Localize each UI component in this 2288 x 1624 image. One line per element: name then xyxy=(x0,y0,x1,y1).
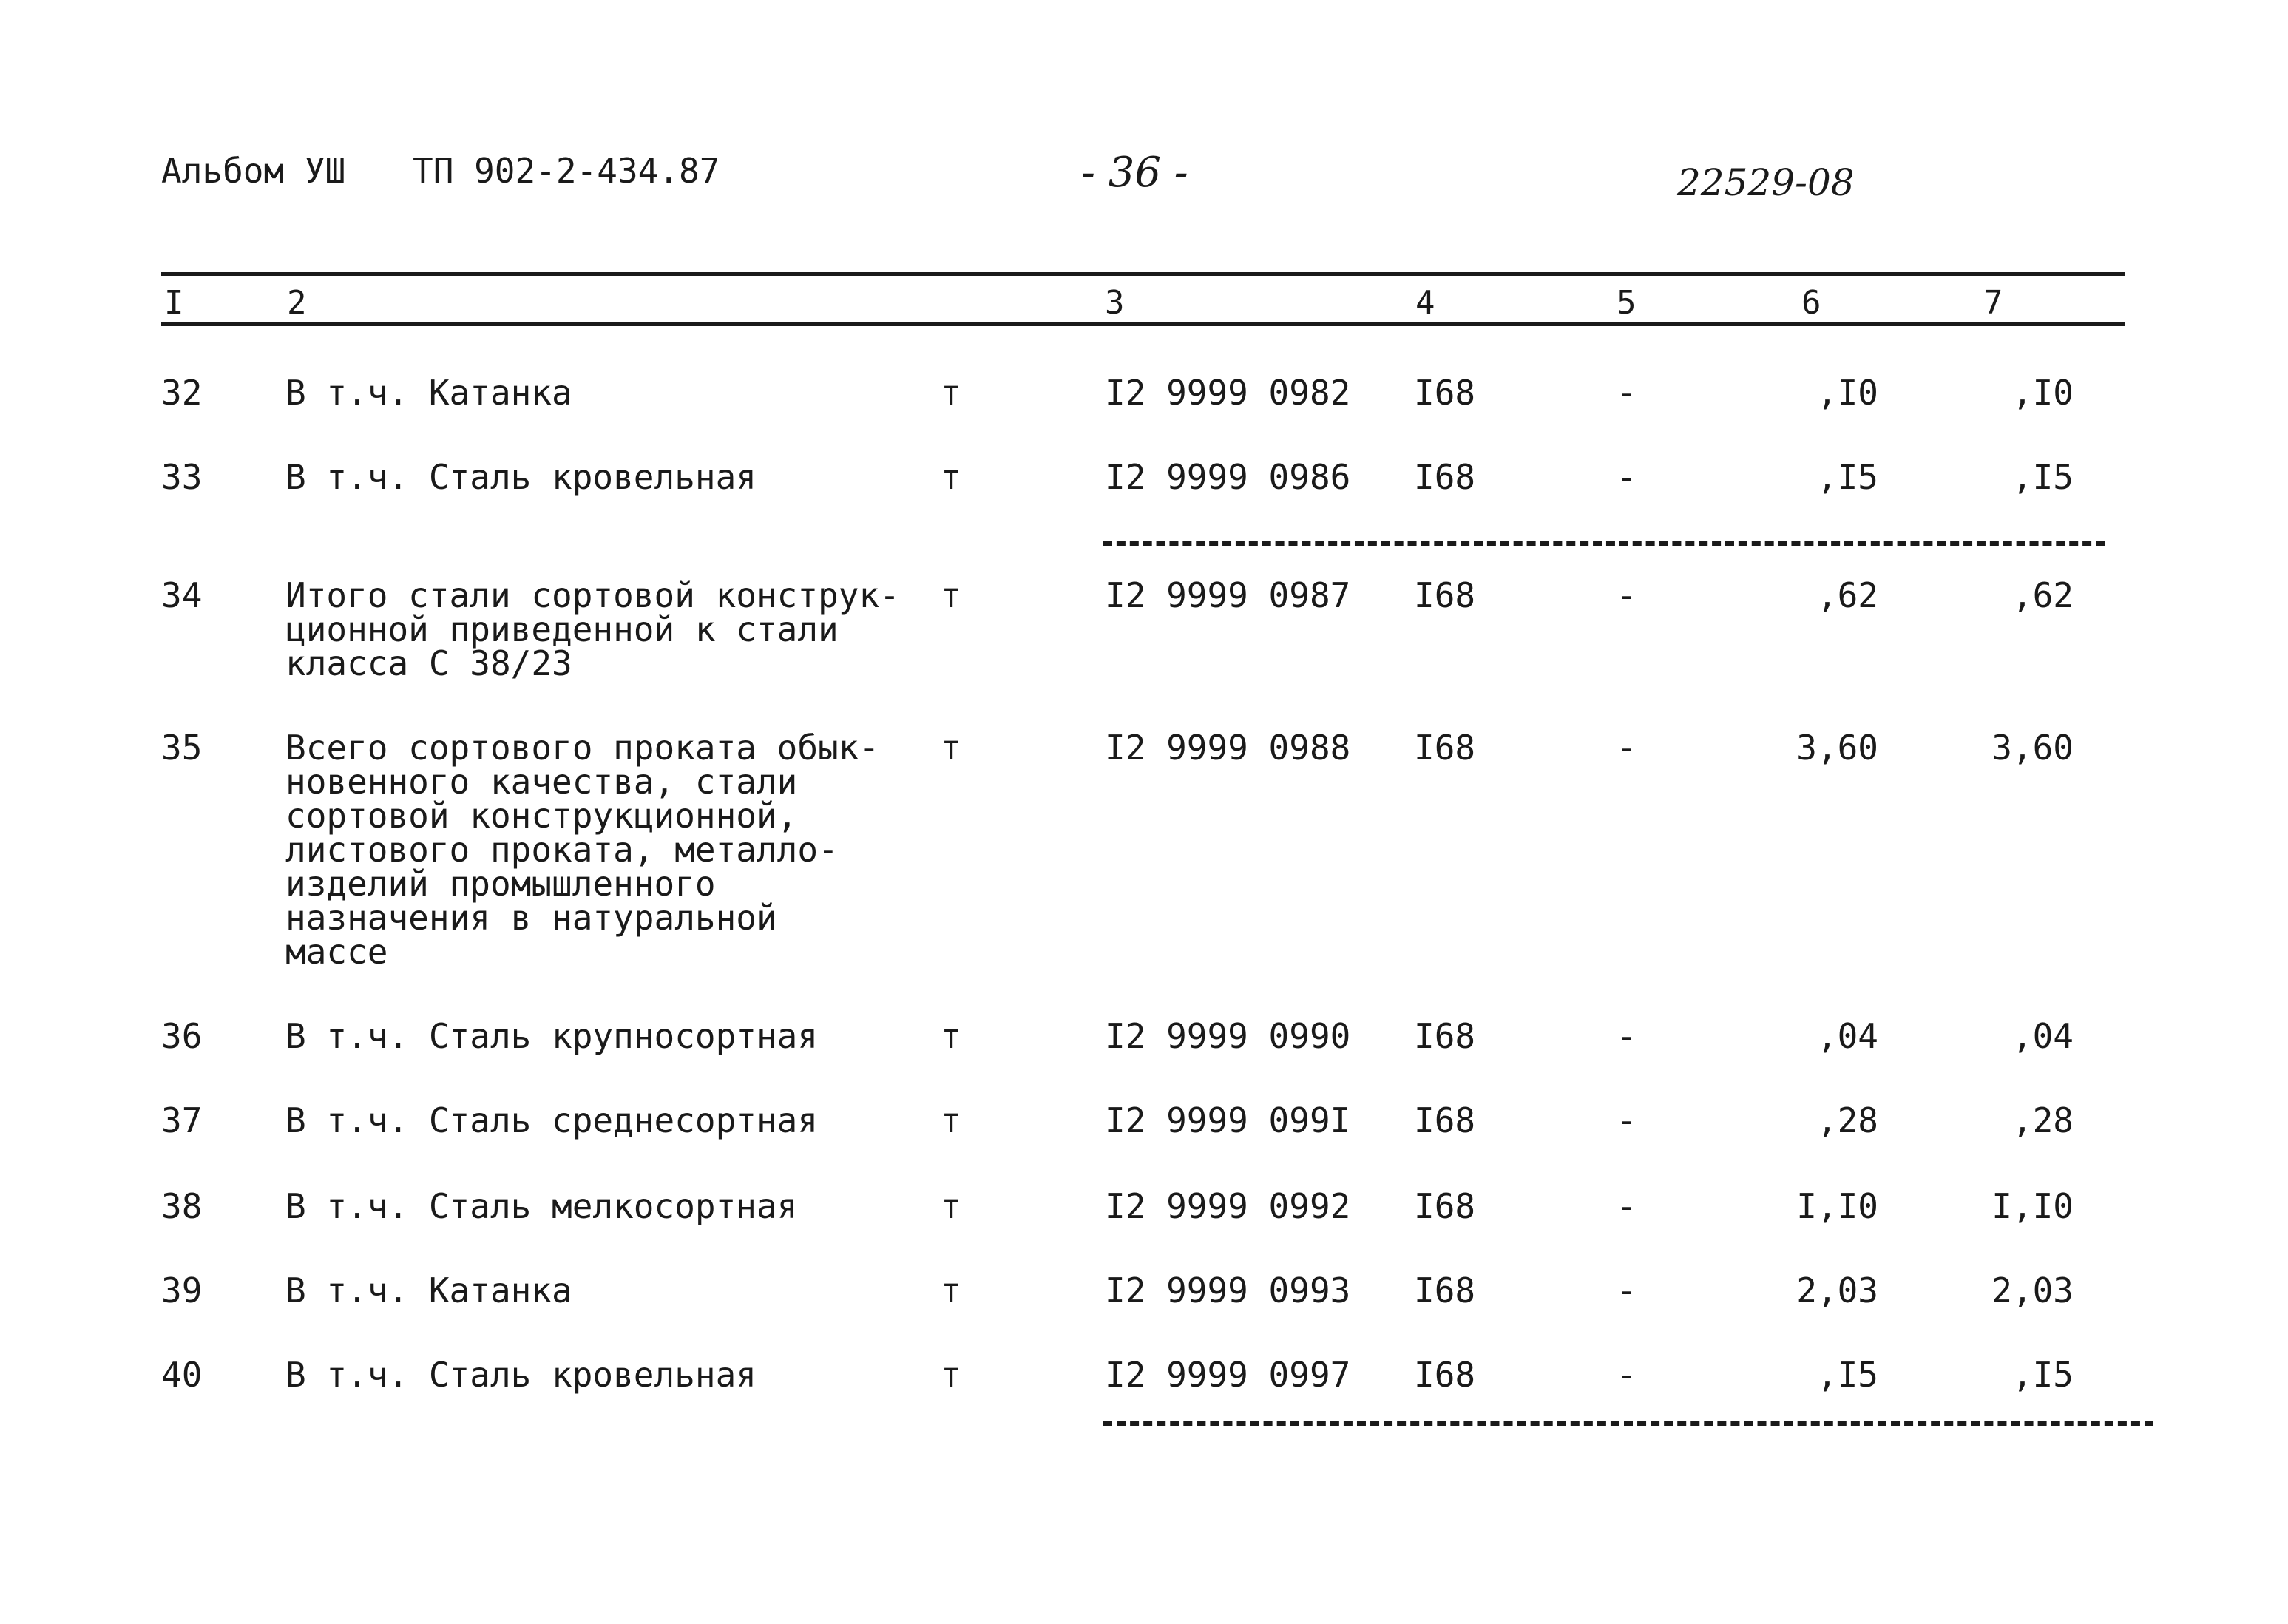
item-name: В т.ч. Сталь кровельная xyxy=(285,1355,757,1395)
column-6-value: ,I5 xyxy=(1816,457,1878,497)
column-7-value: ,62 xyxy=(2011,575,2074,615)
column-6-value: ,I5 xyxy=(1816,1355,1878,1395)
row-number: 33 xyxy=(161,457,203,497)
column-5-value: - xyxy=(1617,1271,1637,1310)
unit: т xyxy=(941,728,961,768)
column-5-value: - xyxy=(1617,728,1637,768)
column-5-value: - xyxy=(1617,1016,1637,1056)
row-number: 36 xyxy=(161,1016,203,1056)
item-name: В т.ч. Сталь среднесортная xyxy=(285,1100,819,1140)
item-code: I2 9999 0987 xyxy=(1105,575,1351,615)
item-code: I2 9999 0997 xyxy=(1105,1355,1351,1395)
project-number: ТП 902-2-434.87 xyxy=(413,151,720,191)
column-4-value: I68 xyxy=(1414,457,1476,497)
column-6-value: ,I0 xyxy=(1816,373,1878,413)
column-7-value: ,I5 xyxy=(2011,457,2074,497)
row-number: 40 xyxy=(161,1355,203,1395)
item-name: В т.ч. Сталь мелкосортная xyxy=(285,1186,798,1226)
row-number: 32 xyxy=(161,373,203,413)
item-code: I2 9999 0993 xyxy=(1105,1271,1351,1310)
album-label: Альбом УШ xyxy=(161,151,346,191)
unit: т xyxy=(941,1355,961,1395)
table-header-rule xyxy=(161,322,2125,326)
column-7-value: ,I5 xyxy=(2011,1355,2074,1395)
column-7-value: 2,03 xyxy=(1991,1271,2074,1310)
unit: т xyxy=(941,1271,961,1310)
item-name: В т.ч. Катанка xyxy=(285,1271,572,1310)
subtotal-dashed-rule xyxy=(1103,541,2105,546)
unit: т xyxy=(941,1100,961,1140)
item-code: I2 9999 0986 xyxy=(1105,457,1351,497)
item-name: В т.ч. Сталь крупносортная xyxy=(285,1016,819,1056)
column-6-value: ,04 xyxy=(1816,1016,1878,1056)
column-7-value: 3,60 xyxy=(1991,728,2074,768)
item-code: I2 9999 0990 xyxy=(1105,1016,1351,1056)
item-name: В т.ч. Сталь кровельная xyxy=(285,457,757,497)
document-code: 22529-08 xyxy=(1677,161,1855,204)
column-4-value: I68 xyxy=(1414,1186,1476,1226)
row-number: 38 xyxy=(161,1186,203,1226)
unit: т xyxy=(941,373,961,413)
item-code: I2 9999 0992 xyxy=(1105,1186,1351,1226)
column-4-value: I68 xyxy=(1414,373,1476,413)
column-header-5: 5 xyxy=(1617,284,1637,322)
item-name: Итого стали сортовой конструк- ционной приведенной к стали класса С 38/23 xyxy=(285,575,900,683)
item-code: I2 9999 0988 xyxy=(1105,728,1351,768)
total-dashed-rule xyxy=(1103,1421,2153,1426)
column-header-1: I xyxy=(164,284,184,322)
column-5-value: - xyxy=(1617,373,1637,413)
column-header-3: 3 xyxy=(1105,284,1125,322)
column-5-value: - xyxy=(1617,457,1637,497)
column-header-6: 6 xyxy=(1801,284,1821,322)
column-7-value: ,28 xyxy=(2011,1100,2074,1140)
row-number: 37 xyxy=(161,1100,203,1140)
column-header-7: 7 xyxy=(1983,284,2003,322)
item-name: Всего сортового проката обык- новенного качества, стали сортовой конструкционной, листового проката, металло- изделий промышленного назначения в натуральной массе xyxy=(285,728,880,972)
column-4-value: I68 xyxy=(1414,1271,1476,1310)
unit: т xyxy=(941,1016,961,1056)
unit: т xyxy=(941,457,961,497)
row-number: 39 xyxy=(161,1271,203,1310)
column-6-value: 3,60 xyxy=(1796,728,1878,768)
column-7-value: ,I0 xyxy=(2011,373,2074,413)
column-6-value: 2,03 xyxy=(1796,1271,1878,1310)
item-code: I2 9999 099I xyxy=(1105,1100,1351,1140)
column-5-value: - xyxy=(1617,1355,1637,1395)
column-6-value: I,I0 xyxy=(1796,1186,1878,1226)
column-5-value: - xyxy=(1617,1100,1637,1140)
column-4-value: I68 xyxy=(1414,1016,1476,1056)
column-header-2: 2 xyxy=(287,284,307,322)
column-header-4: 4 xyxy=(1415,284,1435,322)
row-number: 34 xyxy=(161,575,203,615)
unit: т xyxy=(941,575,961,615)
column-7-value: ,04 xyxy=(2011,1016,2074,1056)
row-number: 35 xyxy=(161,728,203,768)
column-4-value: I68 xyxy=(1414,575,1476,615)
column-6-value: ,28 xyxy=(1816,1100,1878,1140)
page-number: - 36 - xyxy=(1081,149,1188,197)
column-7-value: I,I0 xyxy=(1991,1186,2074,1226)
column-4-value: I68 xyxy=(1414,728,1476,768)
table-top-rule xyxy=(161,272,2125,276)
column-4-value: I68 xyxy=(1414,1100,1476,1140)
column-5-value: - xyxy=(1617,575,1637,615)
unit: т xyxy=(941,1186,961,1226)
item-name: В т.ч. Катанка xyxy=(285,373,572,413)
column-4-value: I68 xyxy=(1414,1355,1476,1395)
column-5-value: - xyxy=(1617,1186,1637,1226)
column-6-value: ,62 xyxy=(1816,575,1878,615)
item-code: I2 9999 0982 xyxy=(1105,373,1351,413)
